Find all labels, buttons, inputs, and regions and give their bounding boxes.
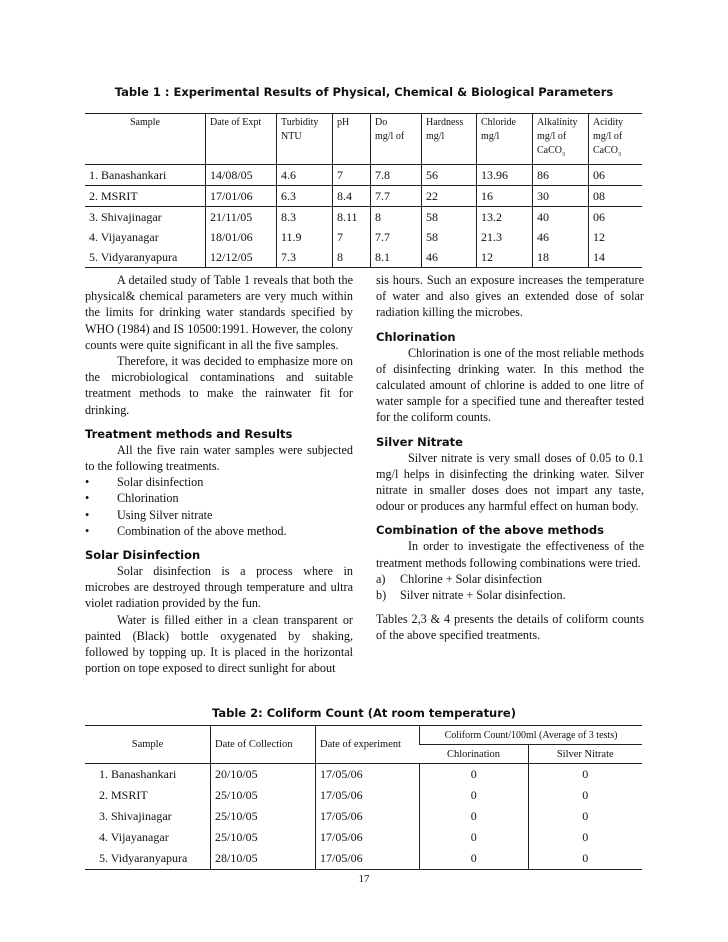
table1-cell: 46 (422, 247, 477, 268)
section-heading-solar: Solar Disinfection (85, 548, 201, 563)
table1-cell: 3. Shivajinagar (89, 210, 162, 224)
paragraph: Solar disinfection is a process where in microbes are destroyed through temperature and ultra violet radiation provided by the fun. (85, 564, 353, 611)
left-column (85, 272, 353, 676)
paragraph: Tables 2,3 & 4 presents the details of coliform counts of the above specified treatments. (376, 612, 644, 643)
table1-header-date: Date of Expt (206, 114, 277, 165)
table2-cell: 25/10/05 (211, 827, 316, 848)
table2-cell: 25/10/05 (211, 785, 316, 806)
table1-cell: 13.2 (477, 207, 533, 228)
paragraph: A detailed study of Table 1 reveals that both the physical& chemical parameters are very much within the limits for drinking water standards specified by WHO (1984) and IS 10500:1991. However, the colony counts were quite significant in all the five samples. (85, 273, 353, 352)
bullet-icon: • (85, 523, 90, 538)
table2-cell: 4. Vijayanagar (99, 830, 169, 844)
table1-cell: 18/01/06 (206, 227, 277, 247)
table2-cell: 0 (420, 806, 529, 827)
table2-cell: 17/05/06 (316, 764, 420, 786)
table2-header-row (85, 726, 642, 745)
paragraph: All the five rain water samples were subjected to the following treatments. (85, 442, 353, 474)
bullet-icon: • (85, 491, 90, 506)
section-heading-treatment: Treatment methods and Results (85, 426, 293, 441)
table-row (85, 764, 642, 786)
table1-cell: 30 (533, 186, 589, 207)
table2-header-silver-nitrate: Silver Nitrate (528, 745, 642, 764)
table1-cell: 21.3 (477, 227, 533, 247)
table1-caption: Table 1 : Experimental Results of Physical, Chemical & Biological Parameters (114, 85, 614, 99)
table-row (85, 186, 642, 207)
table1-cell: 1. Banashankari (85, 165, 206, 186)
table1-header-acidity: Acidity mg/l of CaCO$_3$ (589, 114, 643, 165)
table1-cell: 12 (589, 227, 643, 247)
table1-header-chloride: Chloride mg/l (477, 114, 533, 165)
table1-cell: 6.3 (277, 186, 333, 207)
table1-cell: 86 (533, 165, 589, 186)
table1-cell: 13.96 (477, 165, 533, 186)
table2-cell: 0 (528, 785, 642, 806)
paragraph: Chlorination is one of the most reliable methods of disinfecting drinking water. In this method the calculated amount of chlorine is added to one litre of water sample for a specified tune and thereafter tested for the coliform counts. (376, 345, 644, 425)
table1-cell: 16 (477, 186, 533, 207)
bullet-icon: • (85, 475, 90, 490)
table2-cell: 28/10/05 (211, 848, 316, 870)
table1-cell: 56 (422, 165, 477, 186)
table1-cell: 18 (533, 247, 589, 268)
table1-cell: 7.7 (371, 186, 422, 207)
table2-cell: 17/05/06 (316, 827, 420, 848)
table1-cell: 8.11 (333, 207, 371, 228)
table1-header-ph: pH (333, 114, 371, 165)
right-column (376, 272, 644, 644)
table1-cell: 46 (533, 227, 589, 247)
table2-cell: 3. Shivajinagar (99, 809, 172, 823)
table1 (85, 113, 642, 268)
table-row (85, 785, 642, 806)
table1-cell: 12/12/05 (206, 247, 277, 268)
table2-cell: 17/05/06 (316, 806, 420, 827)
table1-cell: 8.4 (333, 186, 371, 207)
table1-cell: 5. Vidyaranyapura (85, 247, 206, 268)
table1-header-alkalinity: Alkalinity mg/l of CaCO$_3$ (533, 114, 589, 165)
table1-cell: 14/08/05 (206, 165, 277, 186)
table2-cell: 25/10/05 (211, 806, 316, 827)
table-row (85, 827, 642, 848)
table2-cell: 0 (420, 827, 529, 848)
table1-cell: 8.1 (371, 247, 422, 268)
table1-cell: 2. MSRIT (85, 186, 206, 207)
table-row (85, 207, 642, 228)
table1-cell: 22 (422, 186, 477, 207)
list-item: • Solar disinfection (85, 475, 204, 490)
table1-cell: 4. Vijayanagar (89, 230, 159, 244)
table1-cell: 7.3 (277, 247, 333, 268)
paragraph: Therefore, it was decided to emphasize more on the microbiological contaminations and suitable treatment methods to make the rainwater fit for drinking. (85, 354, 353, 417)
table2-cell: 2. MSRIT (99, 788, 148, 802)
table1-cell: 17/01/06 (206, 186, 277, 207)
table2-cell: 1. Banashankari (99, 767, 177, 781)
paragraph: In order to investigate the effectiveness of the treatment methods following combinations were tried. (376, 539, 644, 570)
table2-header-experiment: Date of experiment (316, 726, 420, 764)
list-item: a) Chlorine + Solar disinfection (376, 571, 542, 586)
table1-cell: 4.6 (277, 165, 333, 186)
table2-cell: 20/10/05 (211, 764, 316, 786)
table-row (85, 848, 642, 870)
table1-cell: 8 (371, 207, 422, 228)
table1-cell: 08 (589, 186, 643, 207)
table2-header-coliform: Coliform Count/100ml (Average of 3 tests) (420, 726, 643, 745)
table2-cell: 0 (528, 764, 642, 786)
table1-header-row (85, 114, 642, 165)
table1-cell: 06 (589, 165, 643, 186)
table2-header-chlorination: Chlorination (420, 745, 529, 764)
section-heading-chlorination: Chlorination (376, 329, 456, 344)
table2-cell: 0 (528, 806, 642, 827)
table2-caption: Table 2: Coliform Count (At room temperature) (212, 706, 516, 720)
paragraph: Silver nitrate is very small doses of 0.05 to 0.1 mg/l helps in disinfecting the drinking water. Silver nitrate in smaller doses does not impart any taste, odour or produces any harmful effect on human body. (376, 450, 644, 514)
table-row (85, 806, 642, 827)
paragraph: sis hours. Such an exposure increases the temperature of water and also gives an extended dose of solar radiation killing the microbes. (376, 273, 644, 320)
table2-cell: 0 (420, 764, 529, 786)
list-item: • Combination of the above method. (85, 523, 287, 538)
list-item: b) Silver nitrate + Solar disinfection. (376, 588, 566, 603)
table1-cell: 58 (422, 227, 477, 247)
table1-cell: 40 (533, 207, 589, 228)
table-row (85, 227, 642, 247)
table1-cell: 12 (477, 247, 533, 268)
table-row (85, 165, 642, 186)
table2 (85, 725, 642, 870)
table1-header-do: Do mg/l of (371, 114, 422, 165)
table1-cell: 7.7 (371, 227, 422, 247)
table1-cell: 7 (333, 227, 371, 247)
table-row (85, 247, 642, 268)
page-number: 17 (358, 873, 370, 885)
table2-cell: 0 (528, 848, 642, 870)
table1-cell: 8.3 (277, 207, 333, 228)
table1-cell: 7.8 (371, 165, 422, 186)
table1-cell: 7 (333, 165, 371, 186)
list-item: • Chlorination (85, 491, 179, 506)
table2-cell: 0 (528, 827, 642, 848)
table1-cell: 58 (422, 207, 477, 228)
table2-header-collection: Date of Collection (211, 726, 316, 764)
table2-cell: 17/05/06 (316, 785, 420, 806)
bullet-icon: • (85, 507, 90, 522)
table1-header-hardness: Hardness mg/l (422, 114, 477, 165)
table1-header-turbidity: Turbidity NTU (277, 114, 333, 165)
table1-header-sample: Sample (85, 114, 206, 165)
table1-cell: 8 (333, 247, 371, 268)
table2-cell: 17/05/06 (316, 848, 420, 870)
table2-cell: 5. Vidyaranyapura (85, 848, 211, 870)
list-item: • Using Silver nitrate (85, 507, 213, 522)
table2-cell: 0 (420, 848, 529, 870)
table1-cell: 11.9 (277, 227, 333, 247)
paragraph: Water is filled either in a clean transparent or painted (Black) bottle oxygenated by shaking, followed by topping up. It is placed in the horizontal portion on tope exposed to direct sunlight for about (85, 612, 353, 676)
table1-cell: 14 (589, 247, 643, 268)
table2-cell: 0 (420, 785, 529, 806)
table1-cell: 06 (589, 207, 643, 228)
table2-header-sample: Sample (85, 726, 211, 764)
section-heading-silver-nitrate: Silver Nitrate (376, 434, 463, 449)
section-heading-combination: Combination of the above methods (376, 523, 605, 538)
table1-cell: 21/11/05 (206, 207, 277, 228)
